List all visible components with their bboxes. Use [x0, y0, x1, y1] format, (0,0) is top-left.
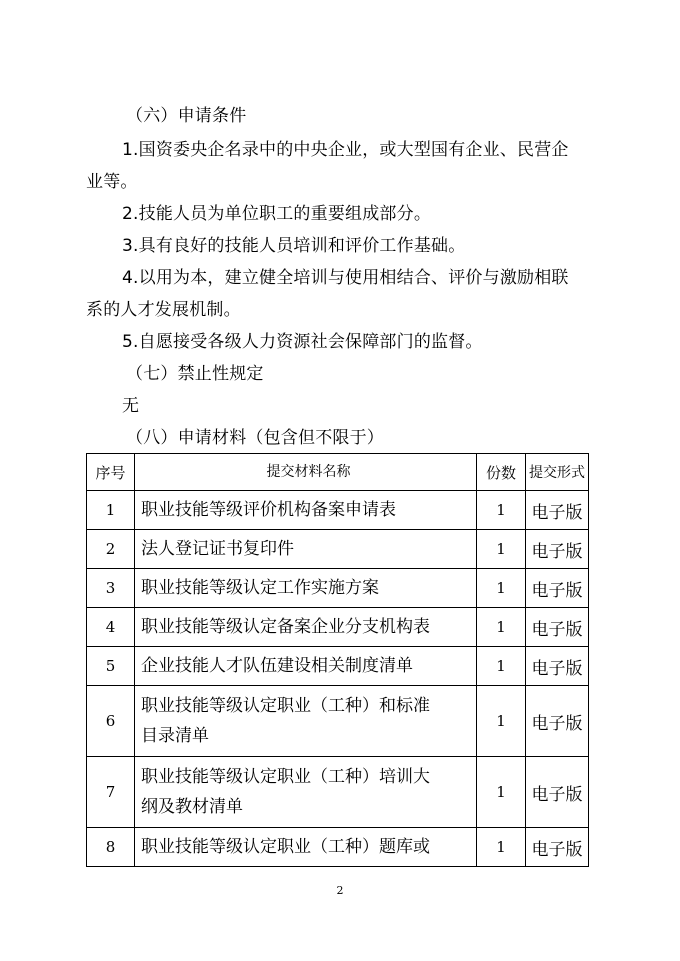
header-form: 提交形式	[526, 454, 589, 491]
row-count: 1	[477, 828, 526, 867]
paragraph-line: 4.以用为本，建立健全培训与使用相结合、评价与激励相联	[122, 268, 569, 288]
row-count: 1	[477, 647, 526, 686]
row-no: 4	[87, 608, 135, 647]
row-no: 3	[87, 569, 135, 608]
materials-table	[86, 453, 589, 867]
row-name: 职业技能等级认定职业（工种）题库或	[135, 828, 477, 867]
row-name: 企业技能人才队伍建设相关制度清单	[135, 647, 477, 686]
table-header-row	[87, 454, 589, 491]
table-row	[87, 491, 589, 530]
row-count: 1	[477, 686, 526, 757]
paragraph-line: 3.具有良好的技能人员培训和评价工作基础。	[122, 236, 466, 256]
row-no: 7	[87, 757, 135, 828]
paragraph-line: 业等。	[86, 172, 138, 192]
row-no: 5	[87, 647, 135, 686]
paragraph-line: 2.技能人员为单位职工的重要组成部分。	[122, 204, 432, 224]
row-count: 1	[477, 757, 526, 828]
row-form: 电子版	[526, 647, 589, 686]
row-form: 电子版	[526, 828, 589, 867]
row-count: 1	[477, 530, 526, 569]
section-heading-6: （六）申请条件	[126, 106, 247, 126]
header-name: 提交材料名称	[135, 454, 477, 491]
page-number: 2	[336, 884, 344, 897]
row-name: 职业技能等级认定备案企业分支机构表	[135, 608, 477, 647]
table-row	[87, 828, 589, 867]
table-row	[87, 647, 589, 686]
row-name	[135, 686, 477, 757]
row-count: 1	[477, 608, 526, 647]
table-row	[87, 569, 589, 608]
header-no: 序号	[87, 454, 135, 491]
table-row	[87, 608, 589, 647]
row-form: 电子版	[526, 757, 589, 828]
row-form: 电子版	[526, 569, 589, 608]
paragraph-line: 1.国资委央企名录中的中央企业，或大型国有企业、民营企	[122, 140, 569, 160]
row-no: 2	[87, 530, 135, 569]
row-form: 电子版	[526, 530, 589, 569]
row-name-line: 目录清单	[141, 726, 209, 746]
paragraph-line: 5.自愿接受各级人力资源社会保障部门的监督。	[122, 332, 483, 352]
row-name-line: 职业技能等级认定职业（工种）和标准	[141, 696, 430, 716]
row-no: 1	[87, 491, 135, 530]
table-row	[87, 530, 589, 569]
row-name	[135, 757, 477, 828]
row-no: 6	[87, 686, 135, 757]
section-heading-8: （八）申请材料（包含但不限于）	[126, 428, 384, 448]
row-count: 1	[477, 569, 526, 608]
row-form: 电子版	[526, 491, 589, 530]
table-row	[87, 757, 589, 828]
row-no: 8	[87, 828, 135, 867]
row-count: 1	[477, 491, 526, 530]
section-heading-7: （七）禁止性规定	[126, 364, 264, 384]
header-count: 份数	[477, 454, 526, 491]
paragraph-line: 无	[122, 396, 140, 416]
row-form: 电子版	[526, 686, 589, 757]
paragraph-line: 系的人才发展机制。	[86, 300, 241, 320]
row-name: 法人登记证书复印件	[135, 530, 477, 569]
row-name-line: 纲及教材清单	[141, 797, 243, 817]
row-name: 职业技能等级评价机构备案申请表	[135, 491, 477, 530]
row-name: 职业技能等级认定工作实施方案	[135, 569, 477, 608]
row-name-line: 职业技能等级认定职业（工种）培训大	[141, 767, 430, 787]
table-row	[87, 686, 589, 757]
row-form: 电子版	[526, 608, 589, 647]
